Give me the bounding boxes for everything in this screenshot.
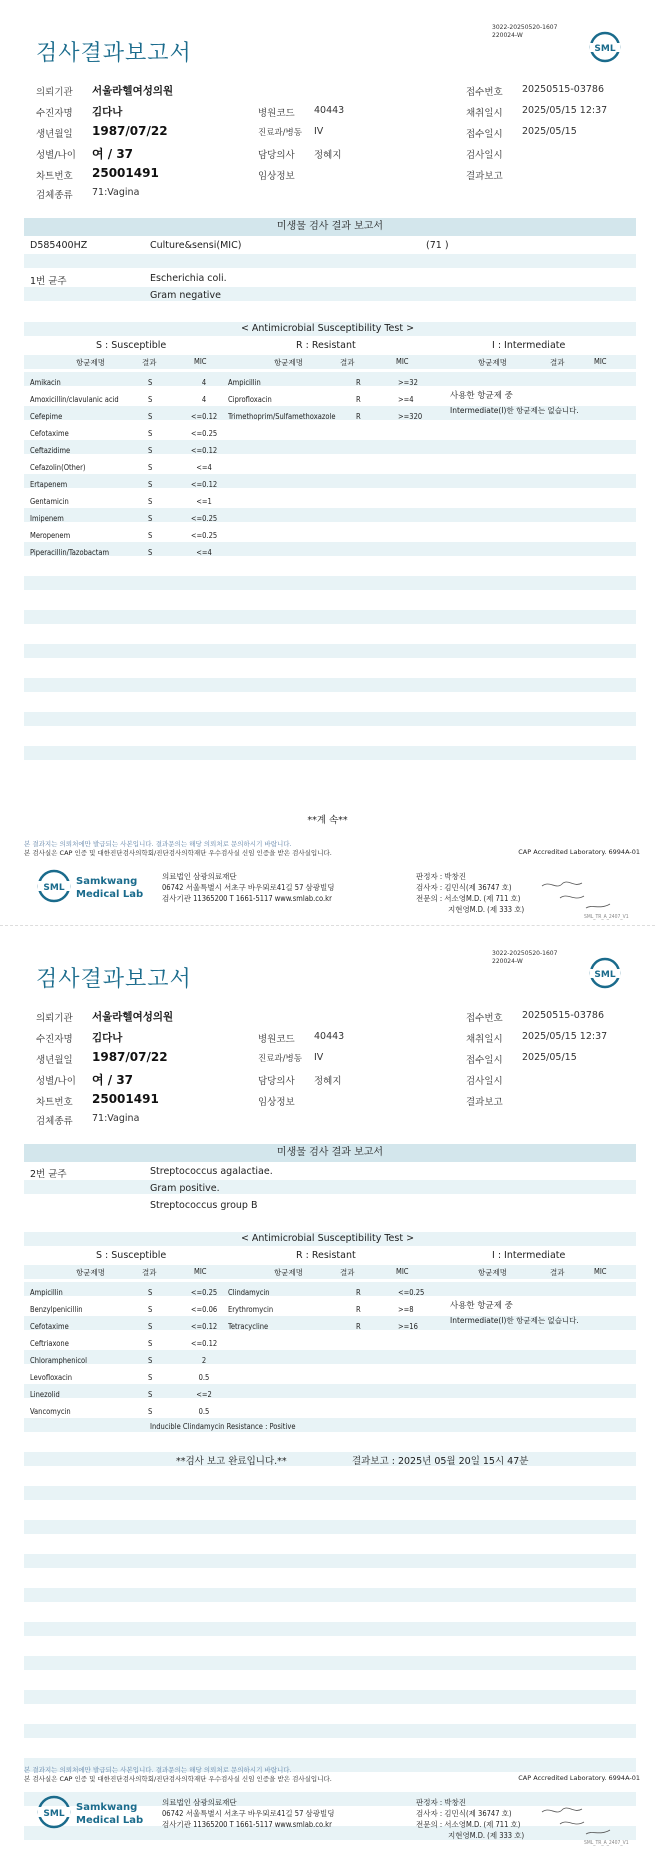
ast-title: < Antimicrobial Susceptibility Test > (240, 1233, 415, 1244)
table-cell: >=320 (398, 412, 423, 421)
table-cell: Amoxicillin/clavulanic acid (30, 395, 119, 404)
svg-text:SML: SML (594, 970, 616, 980)
legend-intermediate: I : Intermediate (492, 1250, 566, 1261)
chart-number: 25001491 (92, 1092, 159, 1106)
table-cell: Ceftazidime (30, 446, 71, 455)
table-cell: Levofloxacin (30, 1373, 73, 1382)
col-mic: MIC (194, 357, 207, 366)
table-cell: 0.5 (198, 1407, 210, 1416)
table-cell: S (148, 531, 153, 540)
note-line: Intermediate(I)한 항균제는 없습니다. (450, 1316, 579, 1325)
table-cell: 4 (201, 395, 207, 404)
collect-datetime: 2025/05/15 12:37 (522, 105, 608, 116)
sex-age: 여 / 37 (92, 1073, 134, 1087)
svg-text:SML: SML (43, 1809, 65, 1819)
hospital-name: 서울라헬여성의원 (92, 85, 174, 97)
table-cell: S (148, 1390, 153, 1399)
table-cell: R (356, 378, 361, 387)
table-cell: <=0.25 (398, 1288, 425, 1297)
table-cell: 4 (201, 378, 207, 387)
org-contact: 검사기관 11365200 T 1661-5117 www.smlab.co.kr (162, 894, 332, 903)
footer-note: 본 결과지는 의뢰처에만 발급되는 사본입니다. 결과문의는 해당 의뢰처로 문의하시기 바랍니다. (24, 840, 292, 848)
footer-note: 본 검사실은 CAP 인증 및 대한진단검사의학회/진단검사의학재단 우수검사실 신임 인증을 받은 검사실입니다. (24, 849, 332, 857)
col-mic: MIC (396, 357, 409, 366)
doctor: 정혜지 (314, 150, 342, 161)
table-cell: <=0.12 (190, 412, 218, 421)
svg-text:Samkwang: Samkwang (76, 1802, 138, 1813)
receive-date: 2025/05/15 (522, 126, 577, 137)
table-cell: 0.5 (198, 1373, 210, 1382)
department: IV (314, 126, 324, 137)
legend-intermediate: I : Intermediate (492, 340, 566, 351)
organism-line: Streptococcus agalactiae. (150, 1166, 273, 1177)
staff-line: 판정자 : 박창진 (416, 1798, 467, 1807)
table-cell: S (148, 1407, 153, 1416)
table-cell: S (148, 378, 153, 387)
samkwang-logo-icon (36, 1792, 156, 1832)
table-cell: Cefotaxime (30, 429, 69, 438)
chart-number: 25001491 (92, 166, 159, 180)
table-cell: >=32 (398, 378, 418, 387)
col-drug: 항균제명 (76, 1268, 105, 1277)
final-report-datetime: 결과보고 : 2025년 05월 20일 15시 47분 (352, 1456, 529, 1467)
form-id: SML_TR_A_2407_V1 (584, 914, 629, 920)
organism-label: 1번 균주 (30, 276, 67, 287)
organism-line: Gram positive. (150, 1183, 220, 1194)
report-page-1: 검사결과보고서 3022-20250520-1607 220024-W SML 의뢰기관 서울라헬여성의원 수진자명 김다나 생년월일 1987/07/22 성별/나이 여 / 37 차트번호 25001491 검체종류 71:Vagina 병원코드 40443 진료과/병동 IV 담당의사 정혜지 임상정보 접수번호 20250515-03786 채취일시 2025/05/15 12:37 접수일시 2025/05/15 검사일시 결과보고 미생물 검사 결과 보고서 D585400HZ Culture&sensi(MIC) (71 ) 1번 균주 Escherichia coli. Gram negative < Antimicrobial Susceptibility Test > S : Susceptible R : Resistant I : Intermediate 항균제명 결과 MIC 항균제명 결과 MIC 항균제명 결과 MIC Amikacin S 4 Amoxicillin/clavulanic acid S 4 Cefepime S <=0.12 Cefotaxime S <=0.25 Ceftazidime S <=0.12 Cefazolin(Other) S <=4 Ertapenem S <=0.12 Gentamicin S <=1 Imipenem S <=0.25 Meropenem S <=0.25 Piperacillin/Tazobactam S <=4 Ampicillin R >=32 Ciprofloxacin R >=4 Trimethoprim/Sulfamethoxazole R >=320 사용한 항균제 중 Intermediate(I)한 항균제는 없습니다. **계 속** 본 결과지는 의뢰처에만 발급되는 사본입니다. 결과문의는 해당 의뢰처로 문의하시기 바랍니다. 본 검사실은 CAP 인증 및 대한진단검사의학회/진단검사의학재단 우수검사실 신임 인증을 받은 검사실입니다. CAP Accredited Laboratory. 6994A-01 SML Samkwang Medical Lab 의료법인 삼광의료재단 06742 서울특별시 서초구 바우뫼로41길 57 삼광빌딩 검사기관 11365200 T 1661-5117 www.smlab.co.kr 판정자 : 박창진 검사자 : 김민식(제 36747 호) 전문의 : 서소영M.D. (제 711 호) 지현영M.D. (제 333 호) SML_TR_A_2407_V1 (0, 0, 655, 925)
note-line: 사용한 항균제 중 (450, 391, 513, 401)
table-cell: R (356, 1322, 361, 1331)
table-cell: Benzylpenicillin (30, 1305, 83, 1314)
report-title: 검사결과보고서 (36, 967, 192, 992)
table-cell: >=8 (398, 1305, 414, 1314)
table-cell: S (148, 395, 153, 404)
table-cell: <=0.12 (190, 1322, 218, 1331)
footer-note: 본 결과지는 의뢰처에만 발급되는 사본입니다. 결과문의는 해당 의뢰처로 문의하시기 바랍니다. (24, 1766, 292, 1774)
sml-logo-icon (588, 30, 622, 64)
test-code: D585400HZ (30, 240, 88, 251)
col-mic: MIC (396, 1267, 409, 1276)
table-cell: Amikacin (30, 378, 61, 387)
table-cell: <=0.25 (190, 531, 218, 540)
legend-susceptible: S : Susceptible (96, 340, 167, 351)
staff-line: 검사자 : 김민식(제 36747 호) (416, 1809, 512, 1818)
table-cell: >=16 (398, 1322, 418, 1331)
note-line: 사용한 항균제 중 (450, 1301, 513, 1311)
organism-label: 2번 균주 (30, 1169, 67, 1180)
organism-line: Escherichia coli. (150, 273, 227, 284)
table-cell: S (148, 446, 153, 455)
table-cell: S (148, 480, 153, 489)
table-cell: Imipenem (30, 514, 64, 523)
cap-accreditation: CAP Accredited Laboratory. 6994A-01 (518, 848, 640, 856)
section-title: 미생물 검사 결과 보고서 (24, 218, 636, 236)
hospital-name: 서울라헬여성의원 (92, 1011, 174, 1023)
hospital-code: 40443 (314, 105, 345, 116)
table-cell: S (148, 497, 153, 506)
table-cell: <=0.12 (190, 1339, 218, 1348)
table-cell: Vancomycin (30, 1407, 71, 1416)
svg-text:Medical Lab: Medical Lab (76, 889, 144, 900)
table-cell: >=4 (398, 395, 414, 404)
table-cell: S (148, 429, 153, 438)
table-cell: R (356, 412, 361, 421)
specimen-type: 71:Vagina (92, 1113, 140, 1124)
org-name: 의료법인 삼광의료재단 (162, 872, 237, 881)
staff-line: 검사자 : 김민식(제 36747 호) (416, 883, 512, 892)
doc-id: 3022-20250520-1607 220024-W (492, 950, 558, 965)
table-cell: Linezolid (30, 1390, 60, 1399)
sex-age: 여 / 37 (92, 147, 134, 161)
table-cell: Gentamicin (30, 497, 69, 506)
note-line: Intermediate(I)한 항균제는 없습니다. (450, 406, 579, 415)
doctor: 정혜지 (314, 1076, 342, 1087)
staff-line: 판정자 : 박창진 (416, 872, 467, 881)
table-cell: S (148, 1305, 153, 1314)
signature-icon (540, 878, 620, 916)
table-cell: Ceftriaxone (30, 1339, 69, 1348)
staff-line: 전문의 : 서소영M.D. (제 711 호) (416, 1820, 521, 1829)
section-title: 미생물 검사 결과 보고서 (24, 1144, 636, 1162)
table-cell: Clindamycin (228, 1288, 270, 1297)
specimen-type: 71:Vagina (92, 187, 140, 198)
table-cell: Chloramphenicol (30, 1356, 88, 1365)
signature-icon (540, 1804, 620, 1842)
table-cell: S (148, 514, 153, 523)
table-cell: 2 (201, 1356, 207, 1365)
col-drug: 항균제명 (478, 358, 507, 367)
org-address: 06742 서울특별시 서초구 바우뫼로41길 57 삼광빌딩 (162, 1809, 335, 1818)
date-of-birth: 1987/07/22 (92, 1050, 168, 1064)
col-drug: 항균제명 (478, 1268, 507, 1277)
svg-text:Medical Lab: Medical Lab (76, 1815, 144, 1826)
col-result: 결과 (550, 1268, 565, 1277)
table-cell: Ampicillin (30, 1288, 63, 1297)
col-result: 결과 (340, 1268, 355, 1277)
table-cell: Trimethoprim/Sulfamethoxazole (228, 412, 336, 421)
test-name: Culture&sensi(MIC) (150, 240, 242, 251)
form-id: SML_TR_A_2407_V1 (584, 1840, 629, 1846)
table-cell: Cefepime (30, 412, 63, 421)
footer-note: 본 검사실은 CAP 인증 및 대한진단검사의학회/진단검사의학재단 우수검사실 신임 인증을 받은 검사실입니다. (24, 1775, 332, 1783)
table-cell: S (148, 1288, 153, 1297)
table-cell: <=2 (196, 1390, 212, 1399)
table-cell: R (356, 395, 361, 404)
table-cell: S (148, 463, 153, 472)
inducible-clindamycin: Inducible Clindamycin Resistance : Positive (150, 1422, 296, 1431)
col-mic: MIC (594, 1267, 607, 1276)
report-complete-text: **검사 보고 완료입니다.** (176, 1456, 287, 1467)
svg-text:Samkwang: Samkwang (76, 876, 138, 887)
table-cell: <=0.25 (190, 1288, 218, 1297)
col-result: 결과 (142, 358, 157, 367)
patient-name: 김다나 (92, 1032, 123, 1044)
staff-line: 전문의 : 서소영M.D. (제 711 호) (416, 894, 521, 903)
organism-line: Streptococcus group B (150, 1200, 258, 1211)
cap-accreditation: CAP Accredited Laboratory. 6994A-01 (518, 1774, 640, 1782)
table-cell: Piperacillin/Tazobactam (30, 548, 110, 557)
table-cell: S (148, 548, 153, 557)
receive-date: 2025/05/15 (522, 1052, 577, 1063)
table-cell: Ampicillin (228, 378, 261, 387)
table-cell: S (148, 1322, 153, 1331)
table-cell: S (148, 1339, 153, 1348)
receipt-number: 20250515-03786 (522, 1010, 605, 1021)
hospital-code: 40443 (314, 1031, 345, 1042)
col-drug: 항균제명 (76, 358, 105, 367)
table-cell: <=0.06 (190, 1305, 218, 1314)
report-page-2: 검사결과보고서 3022-20250520-1607 220024-W SML 의뢰기관 서울라헬여성의원 수진자명 김다나 생년월일 1987/07/22 성별/나이 여 / 37 차트번호 25001491 검체종류 71:Vagina 병원코드 40443 진료과/병동 IV 담당의사 정혜지 임상정보 접수번호 20250515-03786 채취일시 2025/05/15 12:37 접수일시 2025/05/15 검사일시 결과보고 미생물 검사 결과 보고서 2번 균주 Streptococcus agalactiae. Gram positive. Streptococcus group B < Antimicrobial Susceptibility Test > S : Susceptible R : Resistant I : Intermediate 항균제명 결과 MIC 항균제명 결과 MIC 항균제명 결과 MIC Ampicillin S <=0.25 Benzylpenicillin S <=0.06 Cefotaxime S <=0.12 Ceftriaxone S <=0.12 Chloramphenicol S 2 Levofloxacin S 0.5 Linezolid S <=2 Vancomycin S 0.5 Clindamycin R <=0.25 Erythromycin R >=8 Tetracycline R >=16 사용한 항균제 중 Intermediate(I)한 항균제는 없습니다. Inducible Clindamycin Resistance : Positive **검사 보고 완료입니다.** 결과보고 : 2025년 05월 20일 15시 47분 본 결과지는 의뢰처에만 발급되는 사본입니다. 결과문의는 해당 의뢰처로 문의하시기 바랍니다. 본 검사실은 CAP 인증 및 대한진단검사의학회/진단검사의학재단 우수검사실 신임 인증을 받은 검사실입니다. CAP Accredited Laboratory. 6994A-01 SML Samkwang Medical Lab 의료법인 삼광의료재단 06742 서울특별시 서초구 바우뫼로41길 57 삼광빌딩 검사기관 11365200 T 1661-5117 www.smlab.co.kr 판정자 : 박창진 검사자 : 김민식(제 36747 호) 전문의 : 서소영M.D. (제 711 호) 지현영M.D. (제 333 호) SML_TR_A_2407_V1 (0, 925, 655, 1850)
col-result: 결과 (142, 1268, 157, 1277)
continued-text: **계 속** (307, 815, 348, 826)
table-cell: <=0.12 (190, 480, 218, 489)
table-cell: Cefotaxime (30, 1322, 69, 1331)
table-cell: S (148, 412, 153, 421)
table-cell: S (148, 1373, 153, 1382)
report-title: 검사결과보고서 (36, 41, 192, 66)
test-number: (71 ) (426, 240, 449, 251)
samkwang-logo-icon (36, 866, 156, 906)
col-drug: 항균제명 (274, 1268, 303, 1277)
org-address: 06742 서울특별시 서초구 바우뫼로41길 57 삼광빌딩 (162, 883, 335, 892)
sml-logo-icon (588, 956, 622, 990)
legend-resistant: R : Resistant (296, 1250, 356, 1261)
date-of-birth: 1987/07/22 (92, 124, 168, 138)
col-drug: 항균제명 (274, 358, 303, 367)
department: IV (314, 1052, 324, 1063)
org-name: 의료법인 삼광의료재단 (162, 1798, 237, 1807)
col-mic: MIC (194, 1267, 207, 1276)
col-mic: MIC (594, 357, 607, 366)
receipt-number: 20250515-03786 (522, 84, 605, 95)
table-cell: Cefazolin(Other) (30, 463, 86, 472)
table-cell: Erythromycin (228, 1305, 274, 1314)
table-cell: <=0.12 (190, 446, 218, 455)
table-cell: <=0.25 (190, 429, 218, 438)
table-cell: <=0.25 (190, 514, 218, 523)
staff-line: 지현영M.D. (제 333 호) (448, 905, 525, 914)
organism-line: Gram negative (150, 290, 221, 301)
svg-text:SML: SML (43, 883, 65, 893)
table-cell: Tetracycline (228, 1322, 269, 1331)
org-contact: 검사기관 11365200 T 1661-5117 www.smlab.co.kr (162, 1820, 332, 1829)
ast-title: < Antimicrobial Susceptibility Test > (240, 323, 415, 334)
legend-susceptible: S : Susceptible (96, 1250, 167, 1261)
table-cell: S (148, 1356, 153, 1365)
legend-resistant: R : Resistant (296, 340, 356, 351)
table-cell: <=4 (196, 548, 212, 557)
table-cell: Ciprofloxacin (228, 395, 272, 404)
doc-id: 3022-20250520-1607 220024-W (492, 24, 558, 39)
patient-name: 김다나 (92, 106, 123, 118)
table-cell: <=4 (196, 463, 212, 472)
table-cell: Meropenem (30, 531, 71, 540)
col-result: 결과 (340, 358, 355, 367)
table-cell: R (356, 1288, 361, 1297)
table-cell: Ertapenem (30, 480, 68, 489)
collect-datetime: 2025/05/15 12:37 (522, 1031, 608, 1042)
table-cell: R (356, 1305, 361, 1314)
staff-line: 지현영M.D. (제 333 호) (448, 1831, 525, 1840)
table-cell: <=1 (196, 497, 212, 506)
svg-text:SML: SML (594, 44, 616, 54)
col-result: 결과 (550, 358, 565, 367)
